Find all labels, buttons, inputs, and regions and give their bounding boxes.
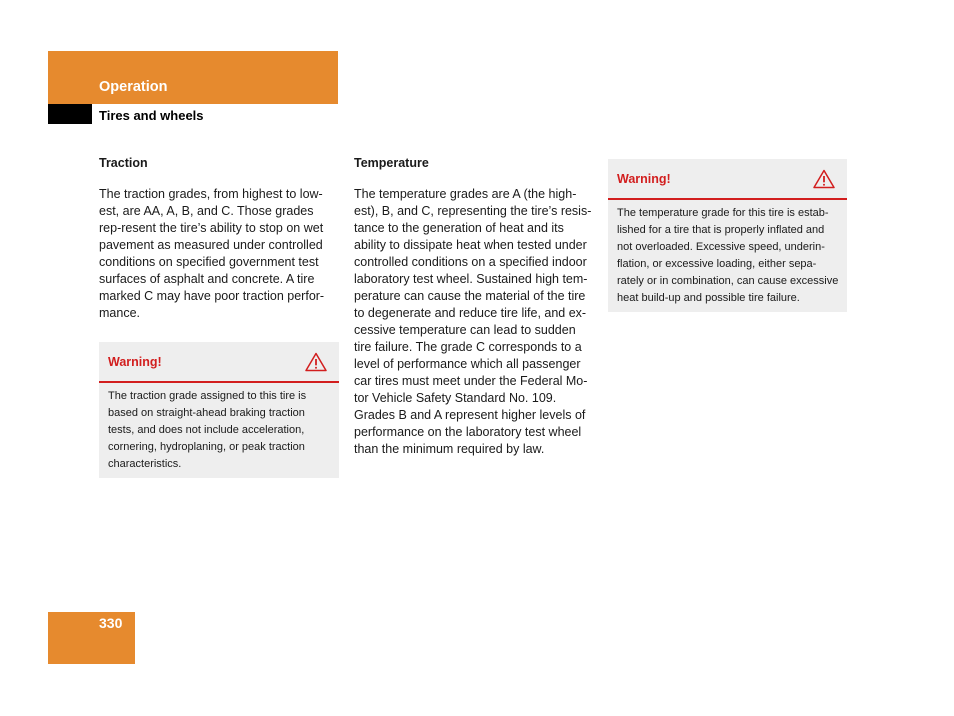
traction-warning-box bbox=[99, 342, 339, 478]
temperature-warning-header bbox=[608, 159, 847, 200]
subsection-title: Tires and wheels bbox=[99, 108, 204, 123]
traction-body: The traction grades, from highest to low-est, are AA, A, B, and C. Those grades rep-resent the tire’s ability to stop on wet pavement as measured under controlled conditions on specified government test surfaces of asphalt and concrete. A tire marked C may have poor traction perfor-mance. bbox=[99, 187, 325, 320]
temperature-heading: Temperature bbox=[354, 156, 429, 170]
warning-triangle-icon bbox=[813, 169, 835, 189]
traction-column bbox=[99, 155, 339, 478]
temperature-body: The temperature grades are A (the high-est), B, and C, representing the tire’s resis-tance to the generation of heat and its ability to dissipate heat when tested under controlled conditions on a specified indoor laboratory test wheel. Sustained high tem-perature can cause the material of the tire to degenerate and reduce tire life, and ex-cessive temperature can lead to sudden tire failure. The grade C corresponds to a level of performance which all passenger car tires must meet under the Federal Mo-tor Vehicle Safety Standard No. 109. Grades B and A represent higher levels of performance on the laboratory test wheel than the minimum required by law. bbox=[354, 187, 592, 456]
traction-warning-label: Warning! bbox=[108, 354, 162, 369]
temperature-warning-label: Warning! bbox=[617, 171, 671, 186]
temperature-column bbox=[354, 155, 594, 458]
temperature-warning-text: The temperature grade for this tire is estab-lished for a tire that is properly inflated and not overloaded. Excessive speed, underin-flation, or excessive loading, either sepa-rately or in combination, can cause excessive heat build-up and possible tire failure. bbox=[617, 207, 839, 304]
section-tab-marker bbox=[48, 104, 92, 124]
temperature-warning-box bbox=[608, 159, 847, 312]
temperature-warning-column bbox=[608, 159, 847, 312]
section-title: Operation bbox=[99, 79, 168, 95]
traction-warning-text: The traction grade assigned to this tire is based on straight-ahead braking traction tests, and does not include acceleration, cornering, hydroplaning, or peak traction characteristics. bbox=[108, 390, 307, 470]
page-number: 330 bbox=[99, 615, 123, 631]
header-bar bbox=[48, 51, 338, 104]
traction-warning-header bbox=[99, 342, 339, 383]
warning-triangle-icon bbox=[305, 352, 327, 372]
traction-heading: Traction bbox=[99, 156, 148, 170]
